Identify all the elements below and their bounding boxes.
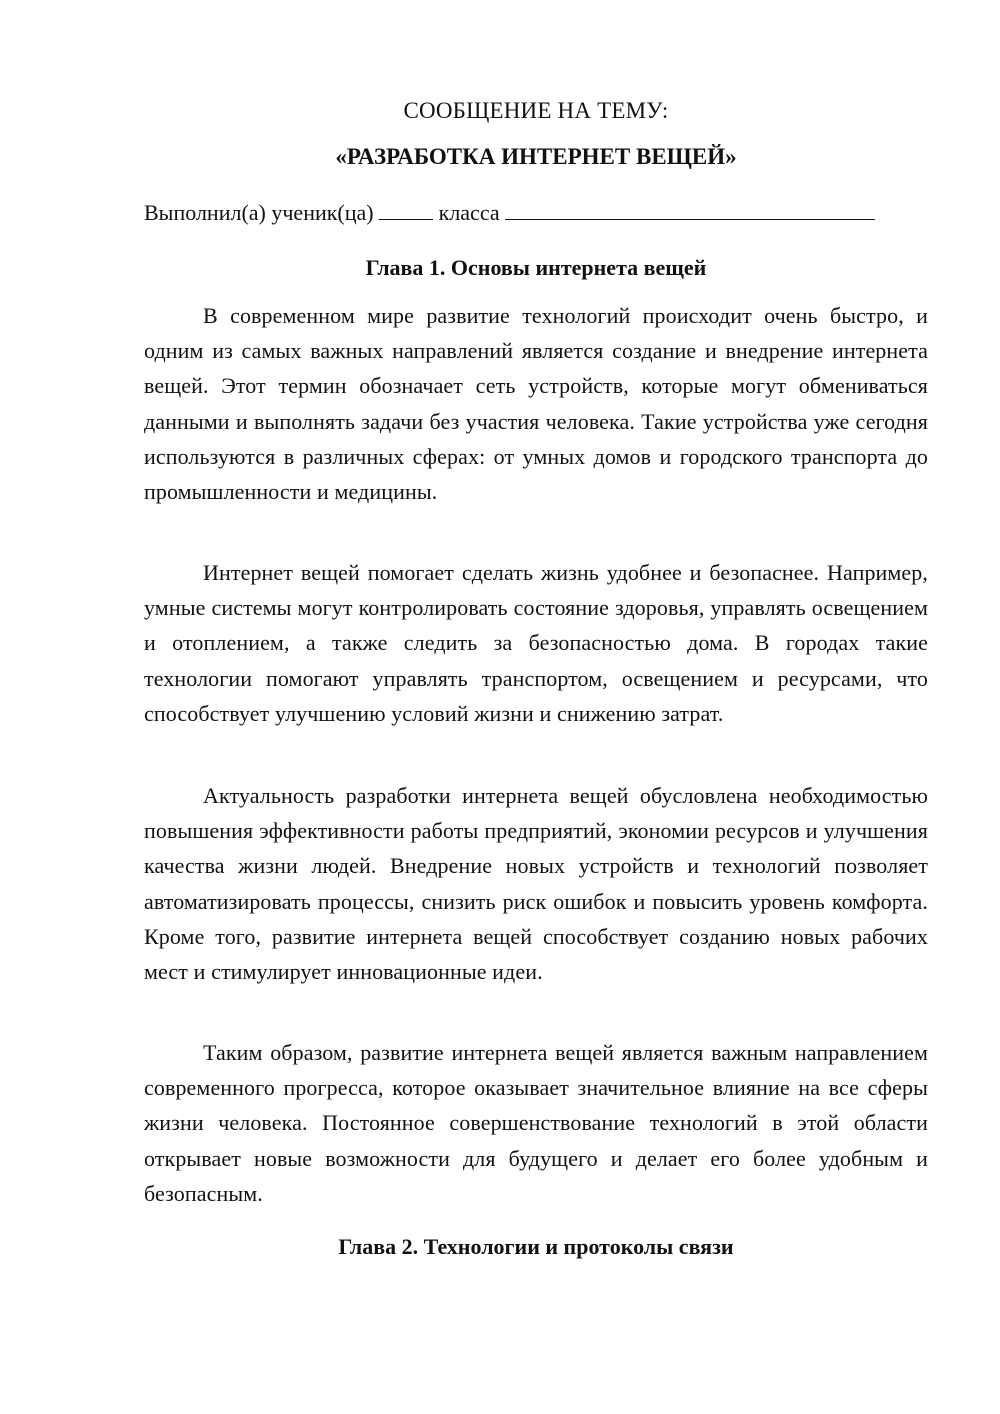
document-page	[144, 0, 928, 1414]
chapter-2-heading: Глава 2. Технологии и протоколы связи	[338, 1234, 734, 1259]
class-word: класса	[438, 200, 500, 225]
class-number-blank	[379, 197, 433, 220]
chapter-1-paragraph-2: Интернет вещей помогает сделать жизнь удобнее и безопаснее. Например, умные системы могут контролировать состояние здоровья, управлять освещением и отоплением, а также следить за безопасностью дома. В городах такие технологии помогают управлять транспортом, освещением и ресурсами, что способствует улучшению условий жизни и снижению затрат.	[144, 560, 928, 726]
document-title-line-1: СООБЩЕНИЕ НА ТЕМУ:	[403, 98, 669, 123]
author-line	[144, 197, 928, 228]
document-title-line-2: «РАЗРАБОТКА ИНТЕРНЕТ ВЕЩЕЙ»	[335, 144, 737, 169]
chapter-1-paragraph-3: Актуальность разработки интернета вещей обусловлена необходимостью повышения эффективности работы предприятий, экономии ресурсов и улучшения качества жизни людей. Внедрение новых устройств и технологий позволяет автоматизировать процессы, снизить риск ошибок и повысить уровень комфорта. Кроме того, развитие интернета вещей способствует созданию новых рабочих мест и стимулирует инновационные идеи.	[144, 783, 928, 985]
chapter-1-heading: Глава 1. Основы интернета вещей	[365, 255, 707, 280]
author-prefix: Выполнил(а) ученик(ца)	[144, 200, 374, 225]
chapter-1-paragraph-4: Таким образом, развитие интернета вещей является важным направлением современного прогресса, которое оказывает значительное влияние на все сферы жизни человека. Постоянное совершенствование технологий в этой области открывает новые возможности для будущего и делает его более удобным и безопасным.	[144, 1040, 928, 1206]
chapter-1-paragraph-1: В современном мире развитие технологий происходит очень быстро, и одним из самых важных направлений является создание и внедрение интернета вещей. Этот термин обозначает сеть устройств, которые могут обмениваться данными и выполнять задачи без участия человека. Такие устройства уже сегодня используются в различных сферах: от умных домов и городского транспорта до промышленности и медицины.	[144, 303, 928, 505]
student-name-blank	[505, 197, 875, 220]
